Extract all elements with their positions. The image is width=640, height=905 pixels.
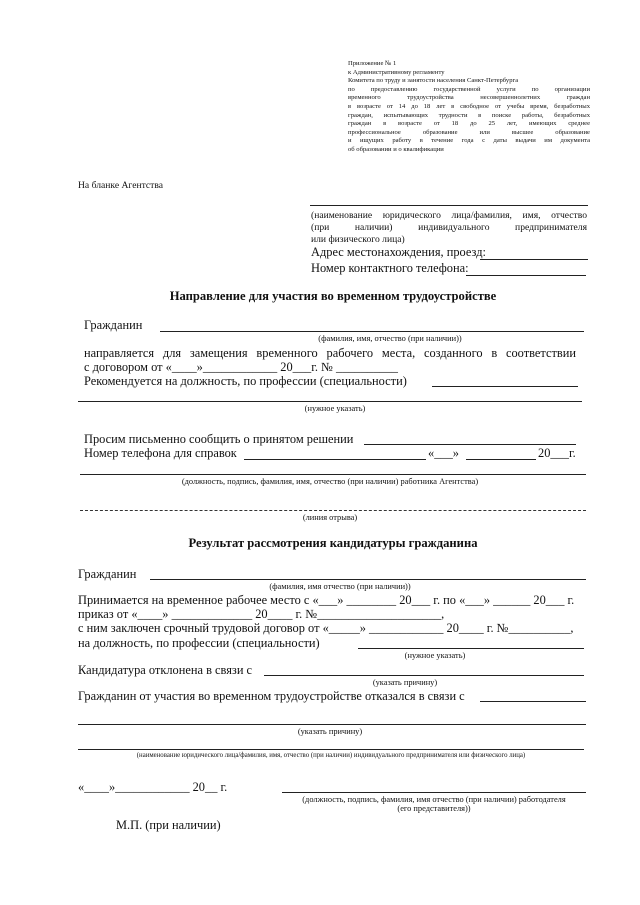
appendix-line: по предоставлению государственной услуги по организации bbox=[348, 85, 590, 93]
tear-line-caption: (линия отрыва) bbox=[302, 513, 358, 522]
referral-inform-label: Просим письменно сообщить о принятом решении bbox=[84, 432, 354, 446]
result-date: «____»____________ 20__ г. bbox=[78, 780, 228, 794]
result-employer-caption: (наименование юридического лица/фамилия, имя, отчество (при наличии) индивидуального предпринимателя или физического лица) bbox=[136, 752, 526, 759]
result-position-label: на должность, по профессии (специальности) bbox=[78, 636, 320, 650]
referral-phone-label: Номер телефона для справок bbox=[84, 446, 237, 460]
referral-position-label: Рекомендуется на должность, по профессии (специальности) bbox=[84, 374, 407, 388]
appendix-line: и ищущих работу в течение года с даты выдачи им документа bbox=[348, 137, 590, 145]
recipient-caption-line: (при наличии) индивидуального предпринимателя bbox=[311, 222, 587, 233]
letterhead: На бланке Агентства bbox=[78, 180, 164, 191]
referral-specify-caption: (нужное указать) bbox=[304, 404, 366, 413]
result-citizen-field[interactable] bbox=[150, 579, 586, 580]
result-order-text: приказ от «____» _____________ 20____ г. №____________________, bbox=[78, 607, 445, 621]
result-hired-text: Принимается на временное рабочее место с «___» ________ 20___ г. по «___» ______ 20___ г. bbox=[78, 593, 575, 607]
referral-citizen-field[interactable] bbox=[160, 331, 584, 332]
appendix-line: граждан в возрасте от 18 до 25 лет, имеющих среднее bbox=[348, 120, 590, 128]
referral-citizen-label: Гражданин bbox=[84, 318, 143, 332]
result-title: Результат рассмотрения кандидатуры гражданина bbox=[188, 536, 478, 550]
appendix-block bbox=[348, 60, 590, 155]
appendix-line: в возрасте от 14 до 18 лет в свободное от учебы время, безработных bbox=[348, 102, 590, 110]
result-signature-field[interactable] bbox=[282, 792, 586, 793]
stamp-label: М.П. (при наличии) bbox=[116, 818, 221, 832]
appendix-line: граждан, испытывающих трудности в поиске работы, безработных bbox=[348, 111, 590, 119]
appendix-line: Комитета по труду и занятости населения Санкт-Петербурга bbox=[348, 77, 519, 85]
referral-signature-caption: (должность, подпись, фамилия, имя, отчество (при наличии) работника Агентства) bbox=[181, 477, 479, 486]
phone-label: Номер контактного телефона: bbox=[311, 261, 469, 275]
result-refused-label: Гражданин от участия во временном трудоустройстве отказался в связи с bbox=[78, 689, 465, 703]
result-reason-caption-2: (указать причину) bbox=[297, 727, 363, 736]
recipient-name-line[interactable] bbox=[310, 205, 588, 206]
recipient-caption-line: или физического лица) bbox=[311, 234, 405, 245]
recipient-caption-line: (наименование юридического лица/фамилия, имя, отчество bbox=[311, 210, 587, 221]
referral-position-field[interactable] bbox=[432, 386, 578, 387]
appendix-line: временного трудоустройства несовершеннолетних граждан bbox=[348, 94, 590, 102]
referral-inform-field[interactable] bbox=[364, 444, 576, 445]
referral-phone-date: «___» bbox=[428, 446, 459, 460]
result-rejected-label: Кандидатура отклонена в связи с bbox=[78, 663, 253, 677]
referral-signature-line[interactable] bbox=[80, 474, 586, 475]
referral-sent-text: направляется для замещения временного рабочего места, созданного в соответствии bbox=[84, 346, 576, 360]
result-signature-caption-line: (должность, подпись, фамилия, имя отчество (при наличии) работодателя bbox=[302, 795, 566, 804]
result-specify-caption: (нужное указать) bbox=[404, 651, 466, 660]
appendix-line: профессиональное образование или высшее образование bbox=[348, 128, 590, 136]
result-employer-field[interactable] bbox=[78, 749, 584, 750]
result-contract-text: с ним заключен срочный трудовой договор от «_____» ____________ 20____ г. №__________, bbox=[78, 621, 574, 635]
result-citizen-label: Гражданин bbox=[78, 567, 137, 581]
referral-phone-year: 20___г. bbox=[538, 446, 576, 460]
result-refused-field[interactable] bbox=[480, 701, 586, 702]
address-field[interactable] bbox=[480, 259, 588, 260]
referral-contract-text: с договором от «____»____________ 20___г. № __________ bbox=[84, 360, 399, 374]
referral-phone-month-field[interactable] bbox=[466, 459, 536, 460]
result-refused-field-2[interactable] bbox=[78, 724, 586, 725]
result-signature-caption-line: (его представителя)) bbox=[397, 804, 471, 813]
phone-field[interactable] bbox=[466, 275, 586, 276]
result-signature-caption bbox=[282, 795, 586, 813]
result-reason-caption: (указать причину) bbox=[372, 678, 438, 687]
result-position-field[interactable] bbox=[358, 648, 584, 649]
result-citizen-caption: (фамилия, имя отчество (при наличии)) bbox=[269, 582, 411, 591]
appendix-line: Приложение № 1 bbox=[348, 60, 397, 67]
result-rejected-field[interactable] bbox=[264, 675, 584, 676]
tear-line bbox=[80, 510, 586, 511]
referral-phone-field[interactable] bbox=[244, 459, 426, 460]
appendix-line: к Административному регламенту bbox=[348, 68, 445, 76]
recipient-caption bbox=[311, 210, 587, 246]
referral-citizen-caption: (фамилия, имя, отчество (при наличии)) bbox=[318, 334, 462, 343]
referral-position-field-2[interactable] bbox=[78, 401, 582, 402]
appendix-line: об образовании и о квалификации bbox=[348, 145, 444, 153]
address-label: Адрес местонахождения, проезд: bbox=[311, 245, 486, 259]
referral-title: Направление для участия во временном трудоустройстве bbox=[169, 289, 497, 303]
